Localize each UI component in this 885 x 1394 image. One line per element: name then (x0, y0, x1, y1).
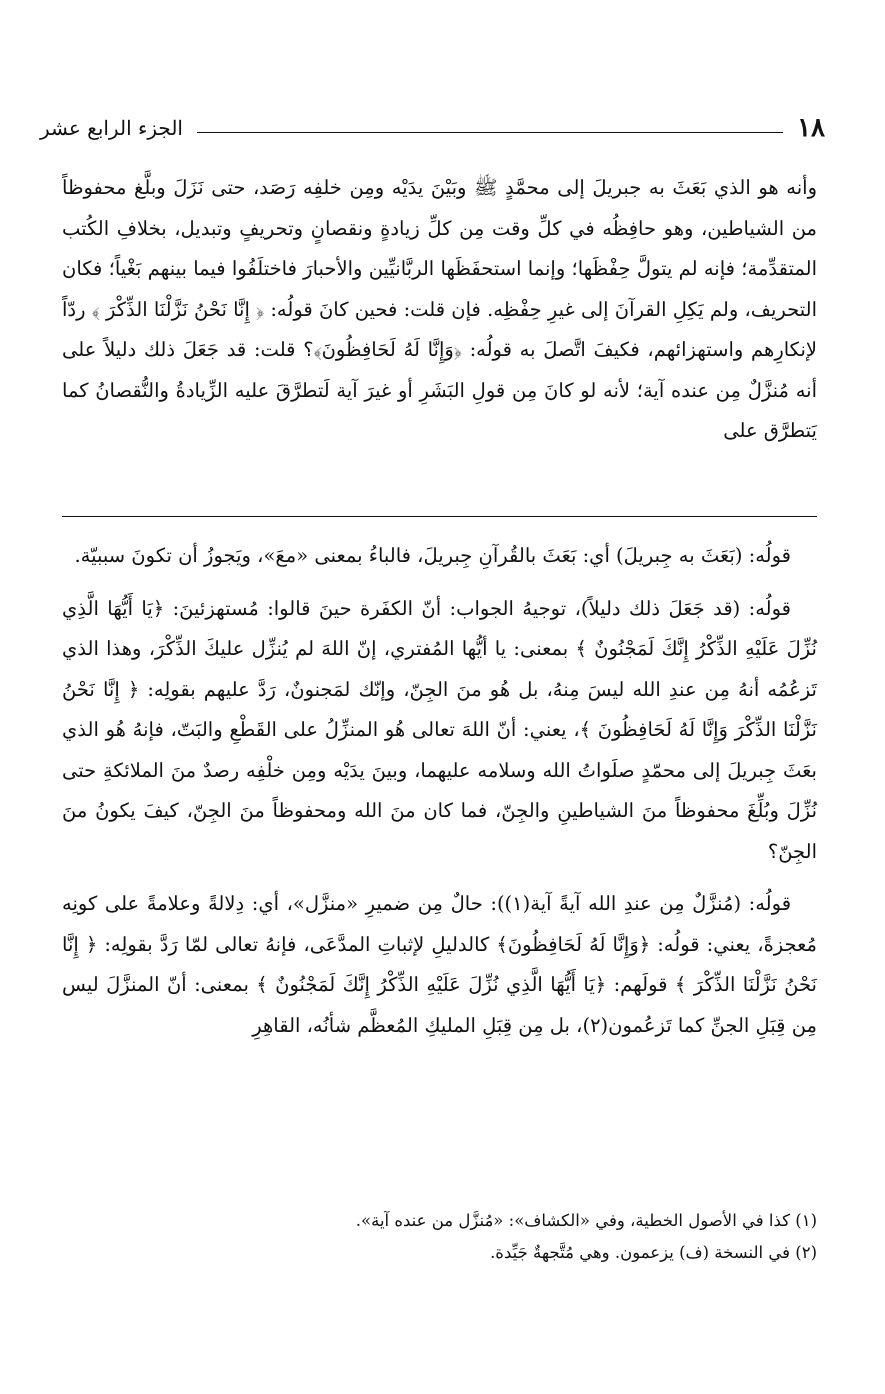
main-text (62, 168, 817, 452)
section-divider (62, 516, 817, 517)
footnotes (62, 1205, 817, 1269)
main-paragraph: وأنه هو الذي بَعَثَ به جبريلَ إلى محمَّدٍ ﷺ وبَيْنَ يدَيْه ومِن خلفِه رَصَد، حتى نَزَلَ وبلَّغ محفوظاً من الشياطين، وهو حافِظُه في كلِّ وقت مِن كلِّ زيادةٍ ونقصانٍ وتحريفٍ وتبديل، بخلافِ الكُتب المتقدِّمة؛ فإنه لم يتولَّ حِفْظَها؛ وإنما استحفَظَها الربَّانيِّين والأحبارَ فاختلَفُوا فيما بينهم بَغْياً؛ فكان التحريف، ولم يَكِلِ القرآنَ إلى غيرِ حِفْظِه. فإن قلت: فحين كانَ قولُه: ﴿ إِنَّا نَحْنُ نَزَّلْنَا الذِّكْرَ ﴾ ردّاً لإنكارِهم واستهزائهم، فكيفَ اتَّصلَ به قولُه: ﴿وَإِنَّا لَهُ لَحَافِظُونَ﴾؟ قلت: قد جَعَلَ ذلك دليلاً على أنه مُنزَّلٌ مِن عنده آية؛ لأنه لو كانَ مِن قولِ البَشَرِ أو غيرَ آية لَتطرَّقَ عليه الزِّيادةُ والنُّقصانُ كما يَتطرَّق على (62, 176, 817, 442)
page-header (40, 112, 825, 144)
running-title: الجزء الرابع عشر (40, 116, 183, 140)
commentary-paragraph: قولُه: (قد جَعَلَ ذلك دليلاً)، توجيهُ الجواب: أنّ الكفَرة حينَ قالوا: مُستهزئينَ: ﴿يَا أَيُّهَا الَّذِي نُزِّلَ عَلَيْهِ الذِّكْرُ إِنَّكَ لَمَجْنُونٌ ﴾ بمعنى: يا أيُّها المُفتري، إنّ اللهَ لم يُنزِّل عليكَ الذِّكْرَ، وهذا الذي تَزعُمُه أنهُ مِن عندِ الله ليسَ مِنهُ، بل هُو منَ الجِنّ، وإنّك لمَجنونٌ، رَدَّ عليهم بقولِه: ﴿ إِنَّا نَحْنُ نَزَّلْنَا الذِّكْرَ وَإِنَّا لَهُ لَحَافِظُونَ ﴾، يعني: أنّ اللهَ تعالى هُو المنزِّلُ على القَطْعِ والبَتّ، فإنهُ هُو الذي بعَثَ جِبريلَ إلى محمّدٍ صلَواتُ الله وسلامه عليهما، وبينَ يدَيْه ومِن خلْفِه رصدٌ منَ الملائكةِ حتى نُزِّلَ وبُلِّغَ محفوظاً منَ الشياطينِ والجِنّ، فما كان منَ الله ومحفوظاً منَ الجِنّ، كيفَ يكونُ منَ الجِنّ؟ (62, 596, 817, 863)
commentary-paragraph: قولُه: (مُنزَّلٌ مِن عندِ الله آيةً آية(١)): حالٌ مِن ضميرِ «منزَّل»، أي: دِلالةً وعلامةً على كونِه مُعجزةً، يعني: قولُه: ﴿وَإِنَّا لَهُ لَحَافِظُونَ﴾ كالدليلِ لإثباتِ المدَّعَى، فإنهُ تعالى لمّا رَدَّ بقولِه: ﴿ إِنَّا نَحْنُ نَزَّلْنَا الذِّكْرَ ﴾ قولَهم: ﴿يَا أَيُّهَا الَّذِي نُزِّلَ عَلَيْهِ الذِّكْرُ إِنَّكَ لَمَجْنُونٌ ﴾ بمعنى: أنّ المنزَّلَ ليس مِن قِبَلِ الجنِّ كما تَزعُمون(٢)، بل مِن قِبَلِ المليكِ المُعظَّم شأنُه، القاهِرِ (62, 892, 817, 1037)
footnote: (١) كذا في الأصول الخطية، وفي «الكشاف»: «مُنزَّل من عنده آية». (355, 1211, 817, 1230)
commentary (62, 536, 817, 1058)
footnote: (٢) في النسخة (ف) يزعمون. وهي مُتَّجهةٌ جَيِّدة. (490, 1243, 817, 1262)
page-number: ١٨ (797, 113, 825, 143)
commentary-paragraph: قولُه: (بَعَثَ به جِبريلَ) أي: بَعَثَ بالقُرآنِ جِبريلَ، فالباءُ بمعنى «معَ»، ويَجوزُ أن تكونَ سببيّة. (74, 544, 791, 567)
header-rule (197, 132, 783, 133)
